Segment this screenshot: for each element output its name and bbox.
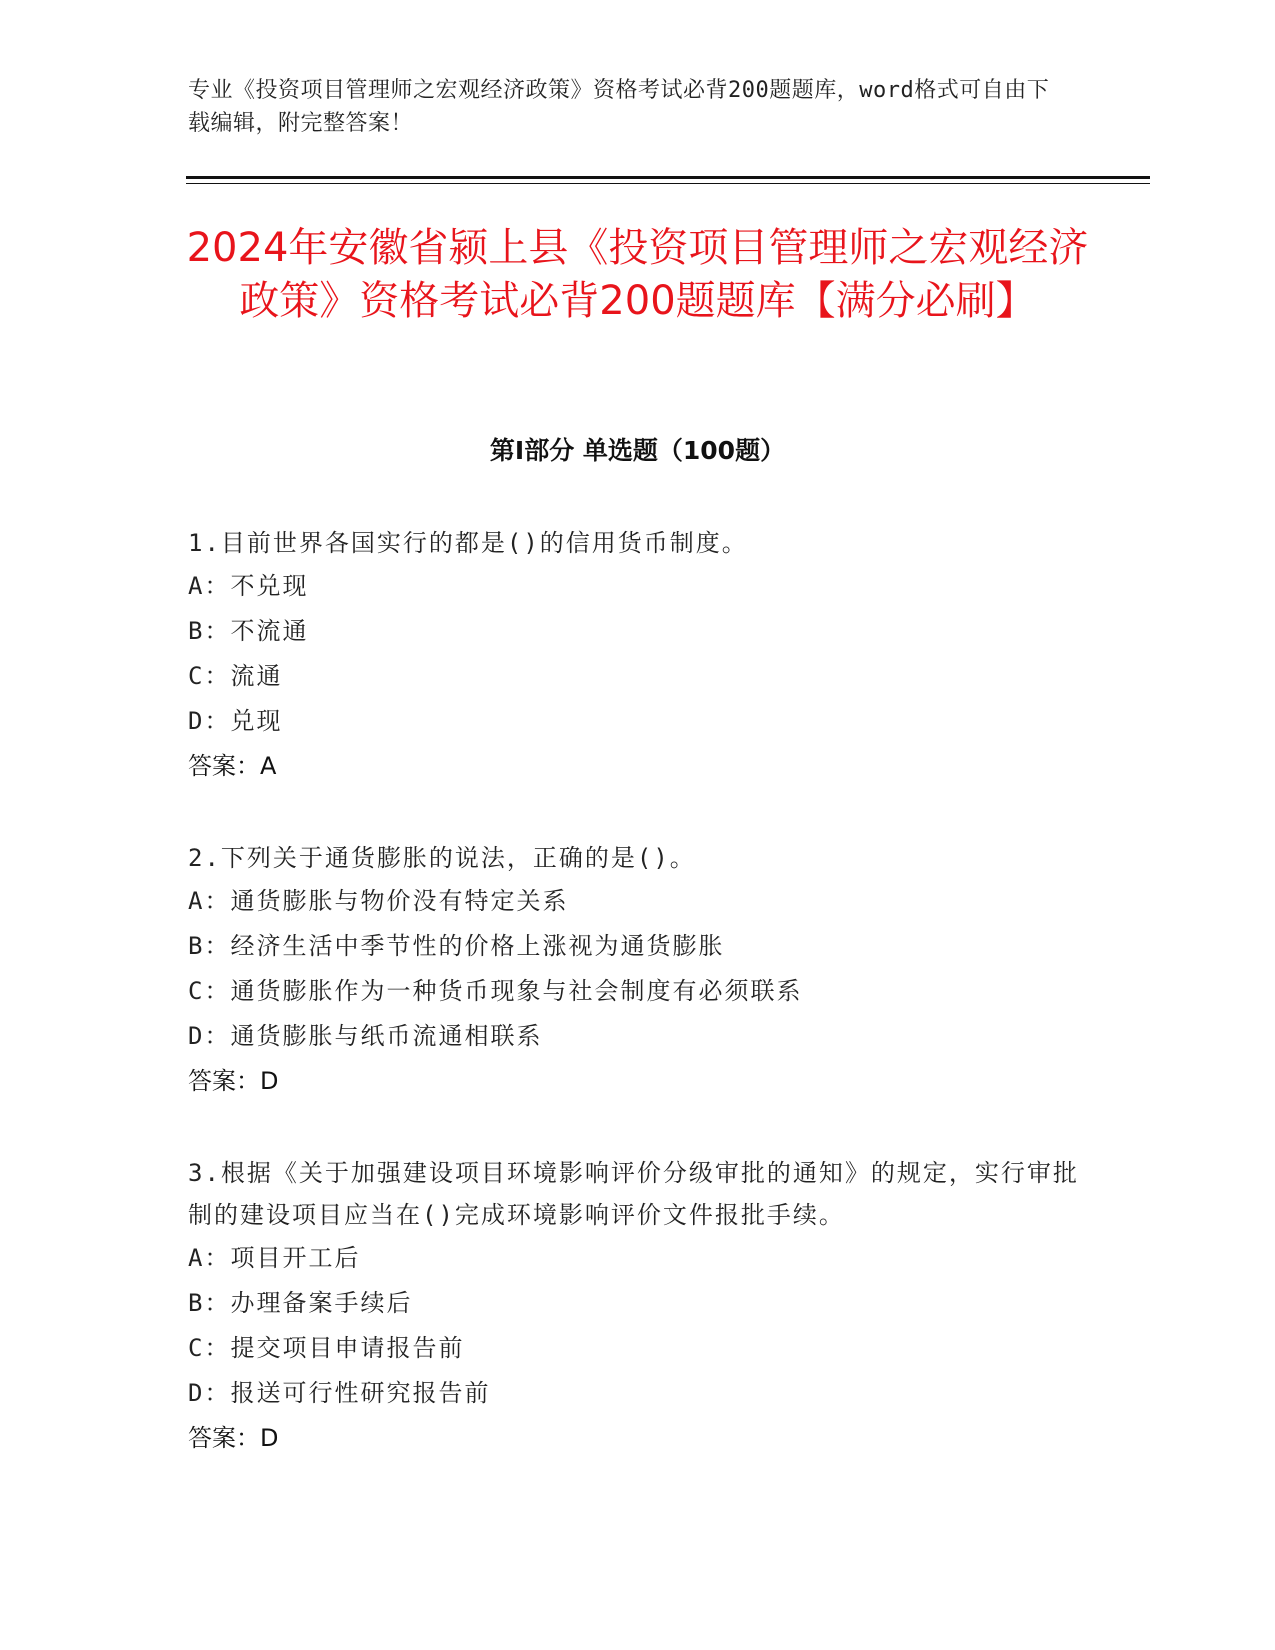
- question-stem: 2.下列关于通货膨胀的说法，正确的是()。: [188, 844, 696, 872]
- question-item: [188, 522, 1088, 789]
- option-b: B：不流通: [188, 617, 309, 645]
- question-stem: 1.目前世界各国实行的都是()的信用货币制度。: [188, 529, 748, 557]
- option-b: B：办理备案手续后: [188, 1289, 413, 1317]
- option-a: A：通货膨胀与物价没有特定关系: [188, 887, 569, 915]
- option-c: C：提交项目申请报告前: [188, 1334, 465, 1362]
- option-c: C：流通: [188, 662, 283, 690]
- option-c: C：通货膨胀作为一种货币现象与社会制度有必须联系: [188, 977, 803, 1005]
- option-a: A：不兑现: [188, 572, 309, 600]
- header-note: 专业《投资项目管理师之宏观经济政策》资格考试必背200题题库，word格式可自由下载编辑，附完整答案！: [188, 78, 1050, 136]
- answer: 答案：A: [188, 752, 277, 780]
- answer: 答案：D: [188, 1067, 279, 1095]
- document-title: 2024年安徽省颍上县《投资项目管理师之宏观经济政策》资格考试必背200题题库【满分必刷】: [186, 225, 1089, 324]
- header-divider-thin: [186, 183, 1150, 184]
- question-list: [188, 522, 1088, 1509]
- option-d: D：兑现: [188, 707, 283, 735]
- section-title: 第Ⅰ部分 单选题（100题）: [489, 436, 786, 465]
- question-item: [188, 1152, 1088, 1461]
- question-item: [188, 837, 1088, 1104]
- option-b: B：经济生活中季节性的价格上涨视为通货膨胀: [188, 932, 725, 960]
- option-a: A：项目开工后: [188, 1244, 361, 1272]
- header-divider-thick: [186, 176, 1150, 179]
- option-d: D：通货膨胀与纸币流通相联系: [188, 1022, 543, 1050]
- option-d: D：报送可行性研究报告前: [188, 1379, 491, 1407]
- answer: 答案：D: [188, 1424, 279, 1452]
- question-stem: 3.根据《关于加强建设项目环境影响评价分级审批的通知》的规定，实行审批制的建设项目应当在()完成环境影响评价文件报批手续。: [188, 1159, 1079, 1229]
